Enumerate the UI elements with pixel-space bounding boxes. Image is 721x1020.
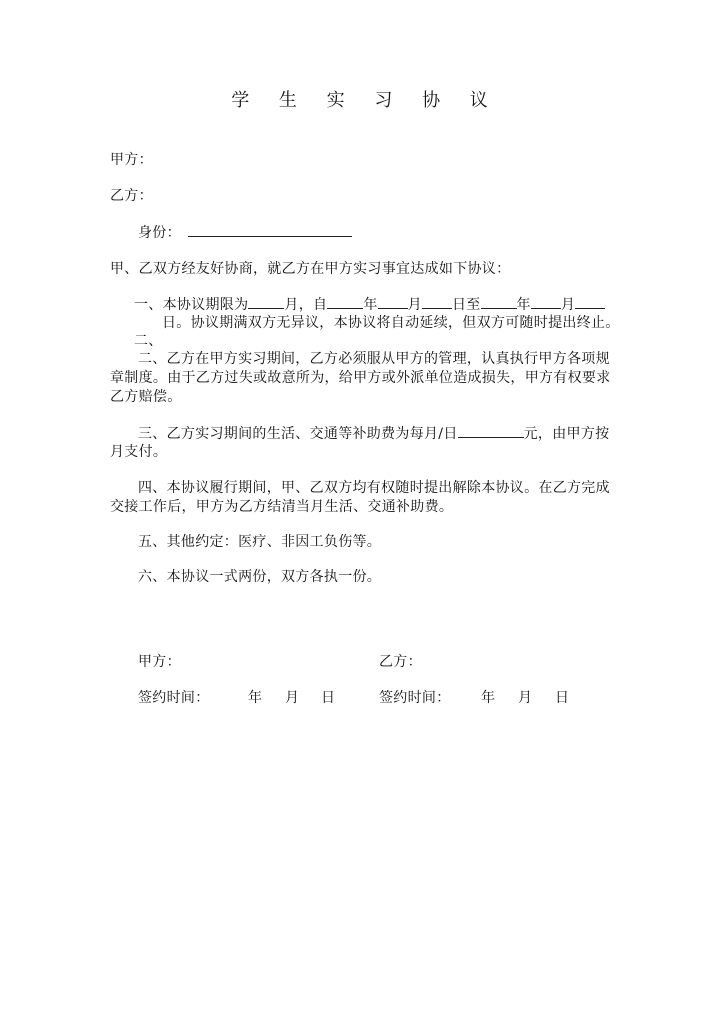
clause-3-line-2: 月支付。 — [110, 444, 168, 460]
clause-4-line-2: 交接工作后，甲方为乙方结清当月生活、交通补助费。 — [110, 499, 454, 515]
clause-1-text: 日至 — [451, 297, 481, 313]
clause-1-text: 年 — [516, 297, 531, 313]
sign-year-a: 年 — [248, 690, 263, 706]
clause-1-text: 月 — [560, 297, 576, 313]
end-day-blank[interactable] — [575, 294, 605, 309]
id-field-row — [138, 222, 352, 243]
clause-1-line-2: 日。协议期满双方无异议，本协议将自动延续，但双方可随时提出终止。 — [162, 315, 620, 331]
end-month-blank[interactable] — [531, 294, 561, 309]
sign-day-a: 日 — [321, 690, 336, 706]
clause-1-prefix: 一、本协议期限为 — [134, 297, 249, 313]
start-day-blank[interactable] — [422, 294, 452, 309]
clause-1-text: 年 — [363, 297, 378, 313]
sign-day-b: 日 — [555, 690, 570, 706]
document-title: 学 生 实 习 协 议 — [231, 90, 500, 111]
clause-3-prefix: 三、乙方实习期间的生活、交通等补助费为每月/日 — [138, 426, 458, 442]
party-a-label: 甲方： — [110, 152, 153, 168]
clause-4-line-1: 四、本协议履行期间，甲、乙双方均有权随时提出解除本协议。在乙方完成 — [138, 480, 610, 496]
clause-2-line-2: 章制度。由于乙方过失或故意所为，给甲方或外派单位造成损失，甲方有权要求 — [110, 370, 611, 386]
clause-2-line-3: 乙方赔偿。 — [110, 389, 182, 405]
sign-date-label-b: 签约时间： — [379, 690, 451, 706]
start-year-blank[interactable] — [327, 294, 363, 309]
clause-6: 六、本协议一式两份，双方各执一份。 — [138, 569, 382, 585]
start-month-blank[interactable] — [378, 294, 408, 309]
clause-1-text: 月 — [407, 297, 422, 313]
party-b-label: 乙方： — [110, 188, 153, 204]
sign-month-a: 月 — [285, 690, 300, 706]
clause-1-line-1 — [134, 294, 605, 315]
sign-month-b: 月 — [518, 690, 533, 706]
clause-5: 五、其他约定：医疗、非因工负伤等。 — [138, 534, 382, 550]
id-label: 身份： — [138, 225, 181, 241]
term-months-blank[interactable] — [248, 294, 284, 309]
clause-3-line-1 — [138, 423, 609, 444]
intro-text: 甲、乙双方经友好协商，就乙方在甲方实习事宜达成如下协议： — [110, 261, 511, 277]
end-year-blank[interactable] — [481, 294, 517, 309]
sign-year-b: 年 — [481, 690, 496, 706]
clause-2-line-1: 二、乙方在甲方实习期间，乙方必须服从甲方的管理，认真执行甲方各项规 — [138, 351, 610, 367]
id-blank-field[interactable] — [188, 222, 352, 237]
clause-1-text: 月，自 — [284, 297, 328, 313]
signature-party-b: 乙方： — [379, 654, 422, 670]
clause-3-suffix: 元，由甲方按 — [523, 426, 610, 442]
signature-party-a: 甲方： — [138, 654, 181, 670]
sign-date-label-a: 签约时间： — [138, 690, 210, 706]
allowance-amount-blank[interactable] — [458, 423, 524, 438]
clause-1-line-3: 二、 — [134, 333, 163, 349]
